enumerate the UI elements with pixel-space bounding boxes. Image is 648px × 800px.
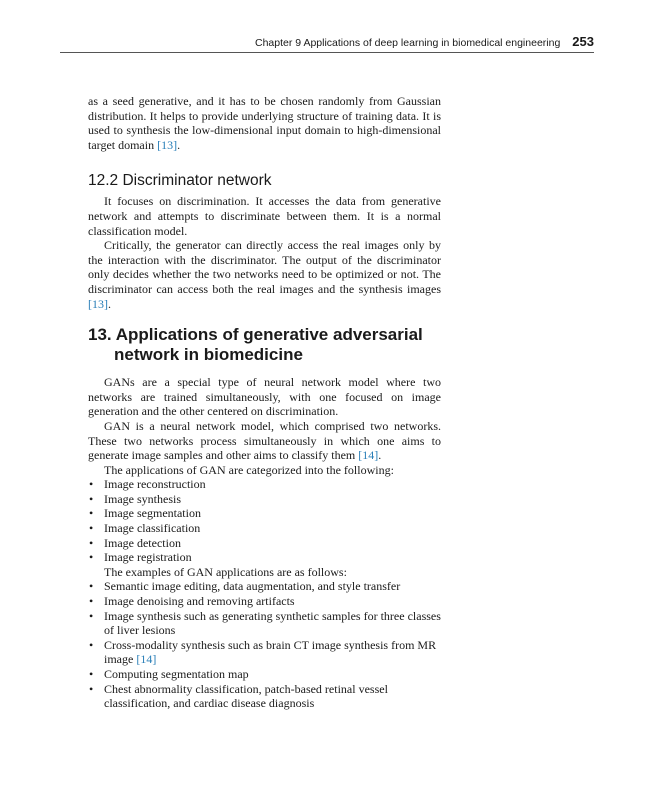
citation-link[interactable]: [13] bbox=[157, 137, 178, 152]
paragraph-end: . bbox=[177, 137, 181, 152]
categories-list bbox=[88, 477, 441, 565]
list-item: • Image synthesis such as generating synthetic samples for three classes of liver lesions bbox=[88, 609, 441, 638]
list-item: • Image detection bbox=[88, 536, 441, 551]
list-item: • Image registration bbox=[88, 550, 441, 565]
paragraph: It focuses on discrimination. It accesses the data from generative network and attempts to discriminate between them. It is a normal classification model. bbox=[88, 194, 441, 238]
citation-link[interactable]: [13] bbox=[88, 296, 108, 311]
list-intro: The examples of GAN applications are as follows: bbox=[104, 564, 347, 579]
citation-link[interactable]: [14] bbox=[358, 448, 379, 463]
paragraph-text: GAN is a neural network model, which comprised two networks. These two networks process simultaneously in which one aims to generate image samples and other aims to classify them bbox=[88, 418, 441, 463]
paragraph-end: . bbox=[378, 448, 382, 463]
examples-list bbox=[88, 579, 441, 710]
page-body bbox=[88, 94, 441, 711]
list-item: • Image segmentation bbox=[88, 506, 441, 521]
paragraph-text: as a seed generative, and it has to be chosen randomly from Gaussian distribution. It helps to provide underlying structure of training data. It is used to synthesis the low-dimensional input domain to high-dimensional target domain bbox=[88, 94, 441, 152]
paragraph: GANs are a special type of neural network model where two networks are trained simultaneously, with one focused on image generation and the other centered on discrimination. bbox=[88, 375, 441, 419]
list-item: • Image synthesis bbox=[88, 492, 441, 507]
list-item: • Semantic image editing, data augmentation, and style transfer bbox=[88, 579, 441, 594]
continued-paragraph bbox=[88, 94, 441, 152]
list-item: • Image classification bbox=[88, 521, 441, 536]
running-header bbox=[60, 34, 594, 53]
list-item-text: Cross-modality synthesis such as brain CT image synthesis from MR image bbox=[104, 637, 437, 667]
list-intro: The applications of GAN are categorized into the following: bbox=[104, 462, 394, 477]
running-title: Chapter 9 Applications of deep learning in biomedical engineering bbox=[255, 37, 561, 49]
citation-link[interactable]: [14] bbox=[136, 652, 157, 667]
list-item: • Chest abnormality classification, patch-based retinal vessel classification, and cardiac disease diagnosis bbox=[88, 682, 441, 711]
paragraph-end: . bbox=[108, 296, 111, 311]
list-item: • Computing segmentation map bbox=[88, 667, 441, 682]
paragraph bbox=[88, 238, 441, 311]
list-item: • Image reconstruction bbox=[88, 477, 441, 492]
paragraph bbox=[88, 419, 441, 463]
list-item: • Image denoising and removing artifacts bbox=[88, 594, 441, 609]
section-heading-line1: 13. Applications of generative adversarial bbox=[88, 325, 423, 345]
paragraph-text: Critically, the generator can directly access the real images only by the interaction with the discriminator. The output of the discriminator only decides whether the two networks need to be optimized or not. The discriminator can access both the real images and the synthesis images bbox=[88, 238, 441, 296]
section-heading-line2: network in biomedicine bbox=[114, 345, 303, 365]
list-item bbox=[88, 638, 441, 667]
page-number: 253 bbox=[572, 34, 594, 49]
subsection-heading: 12.2 Discriminator network bbox=[88, 172, 272, 190]
section-heading bbox=[88, 325, 441, 365]
